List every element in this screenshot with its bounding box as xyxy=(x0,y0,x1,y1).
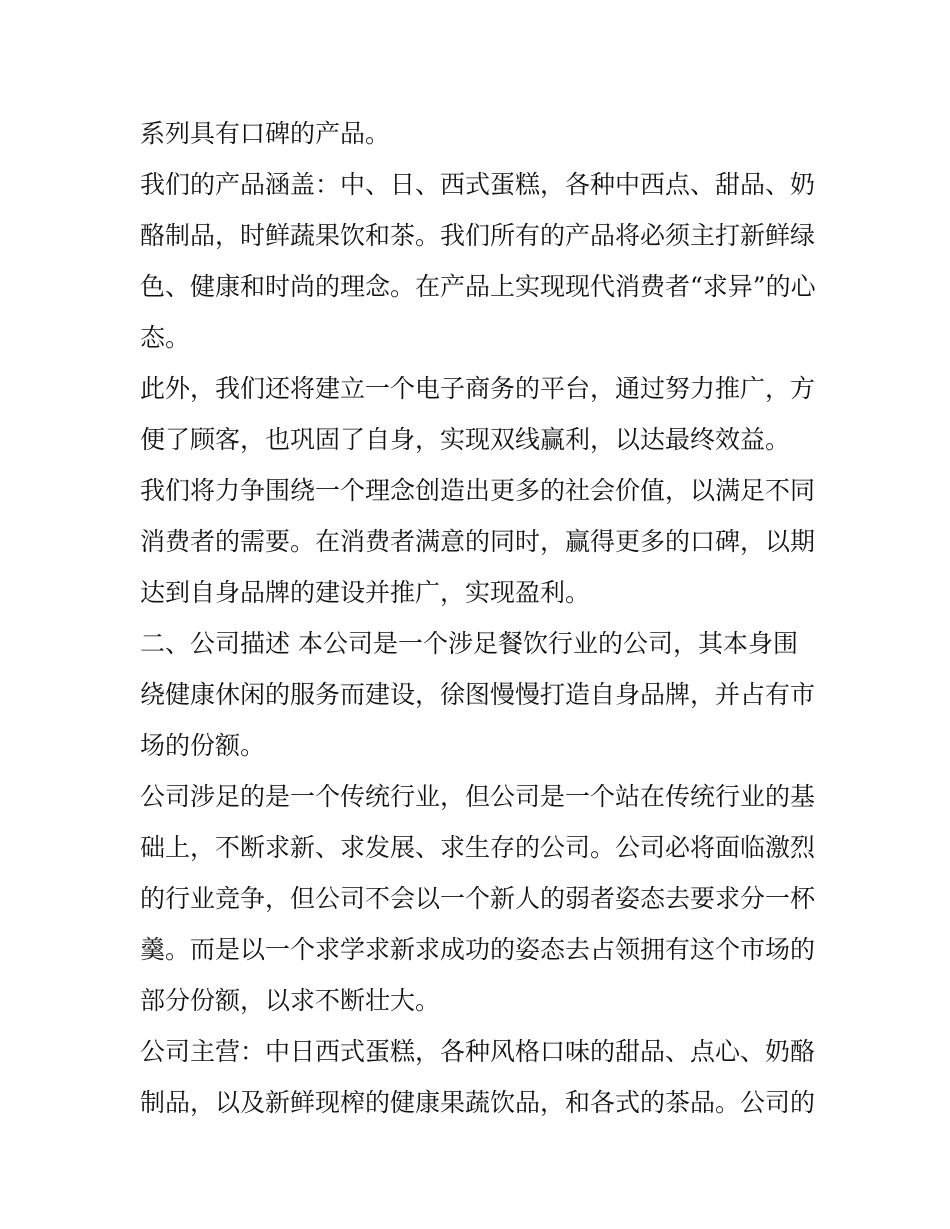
text-line: 色、健康和时尚的理念。在产品上实现现代消费者“求异”的心 xyxy=(140,272,816,301)
text-line: 羹。而是以一个求学求新求成功的姿态去占领拥有这个市场的 xyxy=(140,935,816,964)
text-line: 础上，不断求新、求发展、求生存的公司。公司必将面临激烈 xyxy=(140,833,816,862)
text-line: 便了顾客，也巩固了自身，实现双线赢利，以达最终效益。 xyxy=(140,425,791,454)
text-line: 此外，我们还将建立一个电子商务的平台，通过努力推广，方 xyxy=(140,374,816,403)
text-line: 的行业竞争，但公司不会以一个新人的弱者姿态去要求分一杯 xyxy=(140,884,816,913)
text-line: 达到自身品牌的建设并推广，实现盈利。 xyxy=(140,578,591,607)
text-line: 制品，以及新鲜现榨的健康果蔬饮品，和各式的茶品。公司的 xyxy=(140,1088,816,1117)
text-line: 我们将力争围绕一个理念创造出更多的社会价值，以满足不同 xyxy=(140,476,816,505)
text-line: 酪制品，时鲜蔬果饮和茶。我们所有的产品将必须主打新鲜绿 xyxy=(140,221,816,250)
text-line: 消费者的需要。在消费者满意的同时，赢得更多的口碑，以期 xyxy=(140,527,816,556)
text-line: 二、公司描述 本公司是一个涉足餐饮行业的公司，其本身围 xyxy=(140,629,798,658)
text-line: 绕健康休闲的服务而建设，徐图慢慢打造自身品牌，并占有市 xyxy=(140,680,816,709)
document-body xyxy=(140,108,820,1128)
text-line: 公司主营：中日西式蛋糕，各种风格口味的甜品、点心、奶酪 xyxy=(140,1037,816,1066)
text-line: 部分份额，以求不断壮大。 xyxy=(140,986,441,1015)
text-line: 我们的产品涵盖：中、日、西式蛋糕，各种中西点、甜品、奶 xyxy=(140,170,816,199)
text-line: 公司涉足的是一个传统行业，但公司是一个站在传统行业的基 xyxy=(140,782,816,811)
text-line: 场的份额。 xyxy=(140,731,266,760)
text-line: 系列具有口碑的产品。 xyxy=(140,119,391,148)
text-line: 态。 xyxy=(140,323,191,352)
